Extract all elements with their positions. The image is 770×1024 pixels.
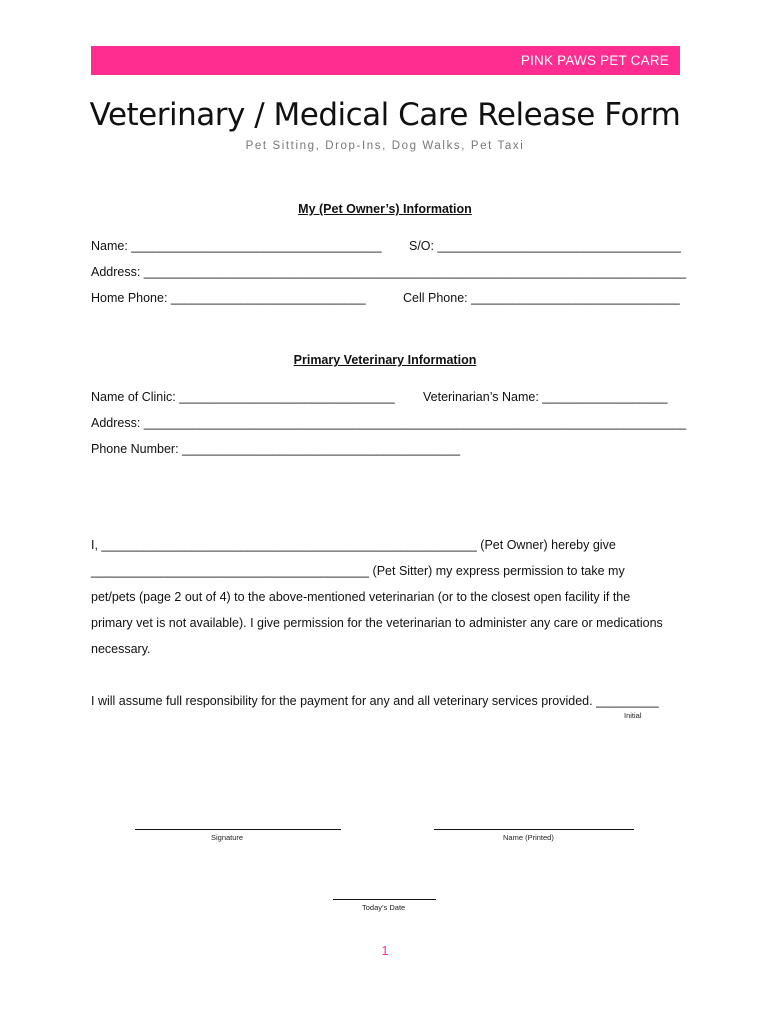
owner-name-field[interactable]: Name: ____________________________________ [91, 239, 382, 253]
signature-label: Signature [211, 833, 244, 842]
initial-label: Initial [624, 711, 642, 720]
permission-line-5: necessary. [91, 642, 151, 656]
vet-section-heading: Primary Veterinary Information [293, 353, 477, 367]
responsibility-statement[interactable]: I will assume full responsibility for the payment for any and all veterinary services provided. _________ [91, 694, 659, 708]
signature-line[interactable] [135, 829, 341, 830]
header-banner [91, 46, 680, 75]
form-title: Veterinary / Medical Care Release Form [89, 97, 681, 133]
owner-address-field[interactable]: Address: ______________________________________________________________________________ [91, 265, 687, 279]
owner-cell-phone-field[interactable]: Cell Phone: ______________________________ [403, 291, 680, 305]
permission-line-3: pet/pets (page 2 out of 4) to the above-mentioned veterinarian (or to the closest open facility if the [91, 590, 631, 604]
date-line[interactable] [333, 899, 436, 900]
name-printed-label: Name (Printed) [503, 833, 554, 842]
permission-paragraph [91, 532, 691, 662]
name-printed-line[interactable] [434, 829, 634, 830]
vet-phone-field[interactable]: Phone Number: ________________________________________ [91, 442, 461, 456]
veterinarian-name-field[interactable]: Veterinarian’s Name: __________________ [423, 390, 668, 404]
date-label: Today’s Date [362, 903, 406, 912]
owner-home-phone-field[interactable]: Home Phone: ____________________________ [91, 291, 366, 305]
page-number: 1 [381, 944, 389, 958]
permission-line-sitter[interactable]: ________________________________________ (Pet Sitter) my express permission to take my [91, 564, 625, 578]
owner-so-field[interactable]: S/O: ___________________________________ [409, 239, 681, 253]
permission-line-owner[interactable]: I, ______________________________________________________ (Pet Owner) hereby give [91, 538, 616, 552]
brand-name: PINK PAWS PET CARE [520, 53, 669, 68]
owner-section-heading: My (Pet Owner’s) Information [298, 202, 472, 216]
permission-line-4: primary vet is not available). I give permission for the veterinarian to administer any care or medications [91, 616, 663, 630]
vet-address-field[interactable]: Address: ______________________________________________________________________________ [91, 416, 687, 430]
form-subtitle: Pet Sitting, Drop-Ins, Dog Walks, Pet Taxi [245, 140, 525, 152]
clinic-name-field[interactable]: Name of Clinic: _______________________________ [91, 390, 395, 404]
